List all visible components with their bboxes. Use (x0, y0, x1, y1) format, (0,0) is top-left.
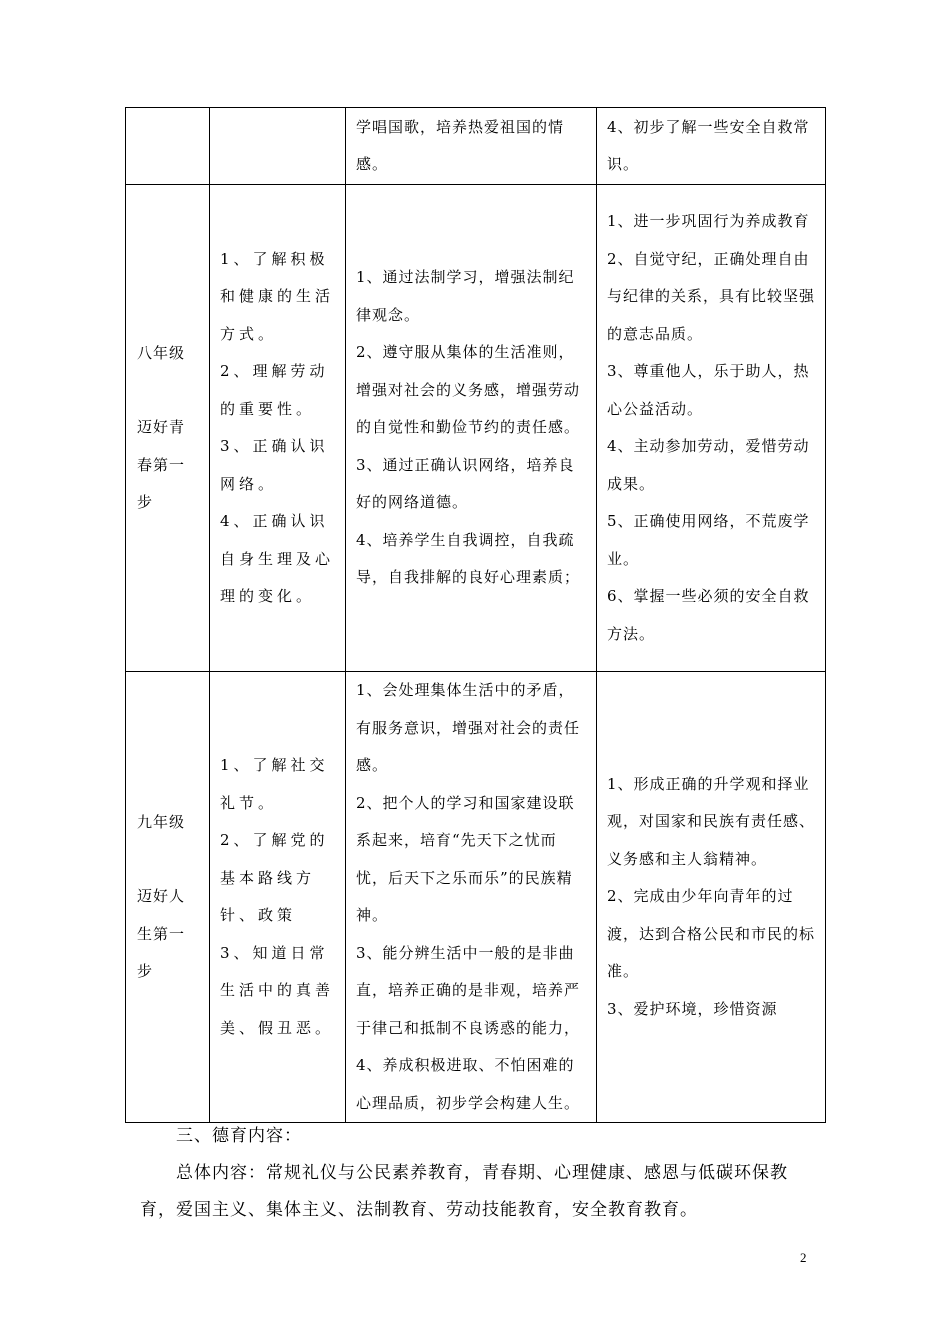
content-item: 2、遵守服从集体的生活准则，增强对社会的义务感，增强劳动的自觉性和勤俭节约的责任感。 (356, 343, 581, 437)
content-item: 3、能分辨生活中一般的是非曲直，培养正确的是非观，培养严于律己和抵制不良诱惑的能力， (356, 943, 581, 1037)
target-item: 4、主动参加劳动，爱惜劳动成果。 (607, 437, 810, 493)
content-item: 1、会处理集体生活中的矛盾，有服务意识，增强对社会的责任感。 (356, 681, 581, 774)
goals-cell (210, 185, 346, 672)
grade-cell (126, 672, 210, 1123)
moral-education-content-section (140, 1118, 820, 1229)
grade-cell (126, 108, 210, 185)
section-heading: 三、德育内容： (176, 1126, 302, 1146)
grade-theme: 迈好青春第一步 (137, 418, 186, 511)
target-item: 2、自觉守纪，正确处理自由与纪律的关系，具有比较坚强的意志品质。 (607, 249, 816, 343)
targets-cell (597, 108, 826, 185)
goal-item: 2、理解劳动的重要性。 (220, 362, 329, 418)
goals-cell (210, 108, 346, 185)
goal-item: 1、了解社交礼节。 (220, 756, 329, 812)
goal-item: 3、正确认识网络。 (220, 437, 329, 493)
target-item: 3、尊重他人，乐于助人，热心公益活动。 (607, 362, 810, 418)
content-item: 学唱国歌，培养热爱祖国的情感。 (356, 117, 565, 173)
content-item: 2、把个人的学习和国家建设联系起来，培育“先天下之忧而忧，后天下之乐而乐”的民族精神。 (356, 793, 575, 924)
grade-cell (126, 185, 210, 672)
target-item: 6、掌握一些必须的安全自救方法。 (607, 587, 810, 643)
section-body: 总体内容：常规礼仪与公民素养教育，青春期、心理健康、感恩与低碳环保教育，爱国主义、集体主义、法制教育、劳动技能教育，安全教育教育。 (140, 1163, 788, 1220)
goals-cell (210, 672, 346, 1123)
targets-cell (597, 672, 826, 1123)
target-item: 2、完成由少年向青年的过渡，达到合格公民和市民的标准。 (607, 887, 816, 981)
grade-theme: 迈好人生第一步 (137, 887, 186, 980)
content-item: 3、通过正确认识网络，培养良好的网络道德。 (356, 455, 575, 512)
content-item: 4、养成积极进取、不怕困难的心理品质，初步学会构建人生。 (356, 1056, 581, 1112)
target-item: 5、正确使用网络，不荒废学业。 (607, 512, 810, 568)
content-item: 1、通过法制学习，增强法制纪律观念。 (356, 268, 575, 324)
target-item: 1、进一步巩固行为养成教育 (607, 212, 810, 230)
content-item: 4、培养学生自我调控，自我疏导，自我排解的良好心理素质； (356, 530, 581, 587)
goal-item: 3、知道日常生活中的真善美、假丑恶。 (220, 943, 335, 1037)
table-row (126, 108, 826, 185)
goal-item: 2、了解党的基本路线方针、政策 (220, 831, 329, 924)
goal-item: 1、了解积极和健康的生活方式。 (220, 249, 335, 343)
table-row (126, 672, 826, 1123)
target-item: 4、初步了解一些安全自救常识。 (607, 117, 810, 173)
moral-education-plan-table (125, 107, 826, 1123)
content-cell (346, 108, 597, 185)
grade-label: 九年级 (137, 812, 186, 831)
goal-item: 4、正确认识自身生理及心理的变化。 (220, 512, 335, 605)
targets-cell (597, 185, 826, 672)
grade-label: 八年级 (137, 343, 186, 362)
page-number: 2 (800, 1250, 807, 1265)
target-item: 1、形成正确的升学观和择业观，对国家和民族有责任感、义务感和主人翁精神。 (607, 774, 816, 868)
table-row (126, 185, 826, 672)
content-cell (346, 185, 597, 672)
target-item: 3、爱护环境，珍惜资源 (607, 999, 778, 1018)
content-cell (346, 672, 597, 1123)
